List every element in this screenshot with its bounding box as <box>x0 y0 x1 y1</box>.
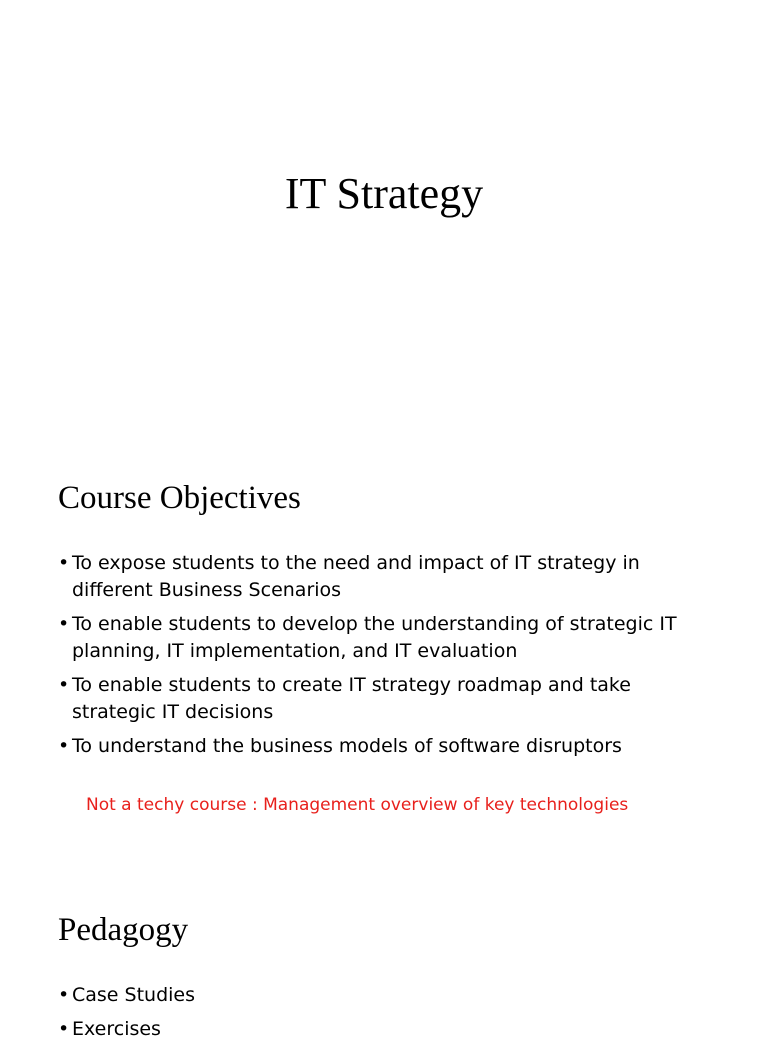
pedagogy-heading: Pedagogy <box>58 912 189 948</box>
course-note: Not a techy course : Management overview of key technologies <box>86 795 629 815</box>
pedagogy-slide <box>0 880 768 1040</box>
list-item: • Case Studies <box>58 982 718 1009</box>
slide-title: IT Strategy <box>284 169 484 218</box>
title-slide <box>0 0 768 440</box>
list-item: • To understand the business models of software disruptors <box>58 733 718 760</box>
list-item: • To enable students to create IT strategy roadmap and take strategic IT decisions <box>58 672 718 726</box>
objectives-list <box>58 550 718 767</box>
list-item: • Exercises <box>58 1016 718 1043</box>
pedagogy-list <box>58 982 718 1050</box>
list-item: • To enable students to develop the understanding of strategic IT planning, IT implementation, and IT evaluation <box>58 611 718 665</box>
list-item: • To expose students to the need and impact of IT strategy in different Business Scenarios <box>58 550 718 604</box>
course-objectives-heading: Course Objectives <box>58 480 301 516</box>
course-objectives-slide <box>0 440 768 880</box>
